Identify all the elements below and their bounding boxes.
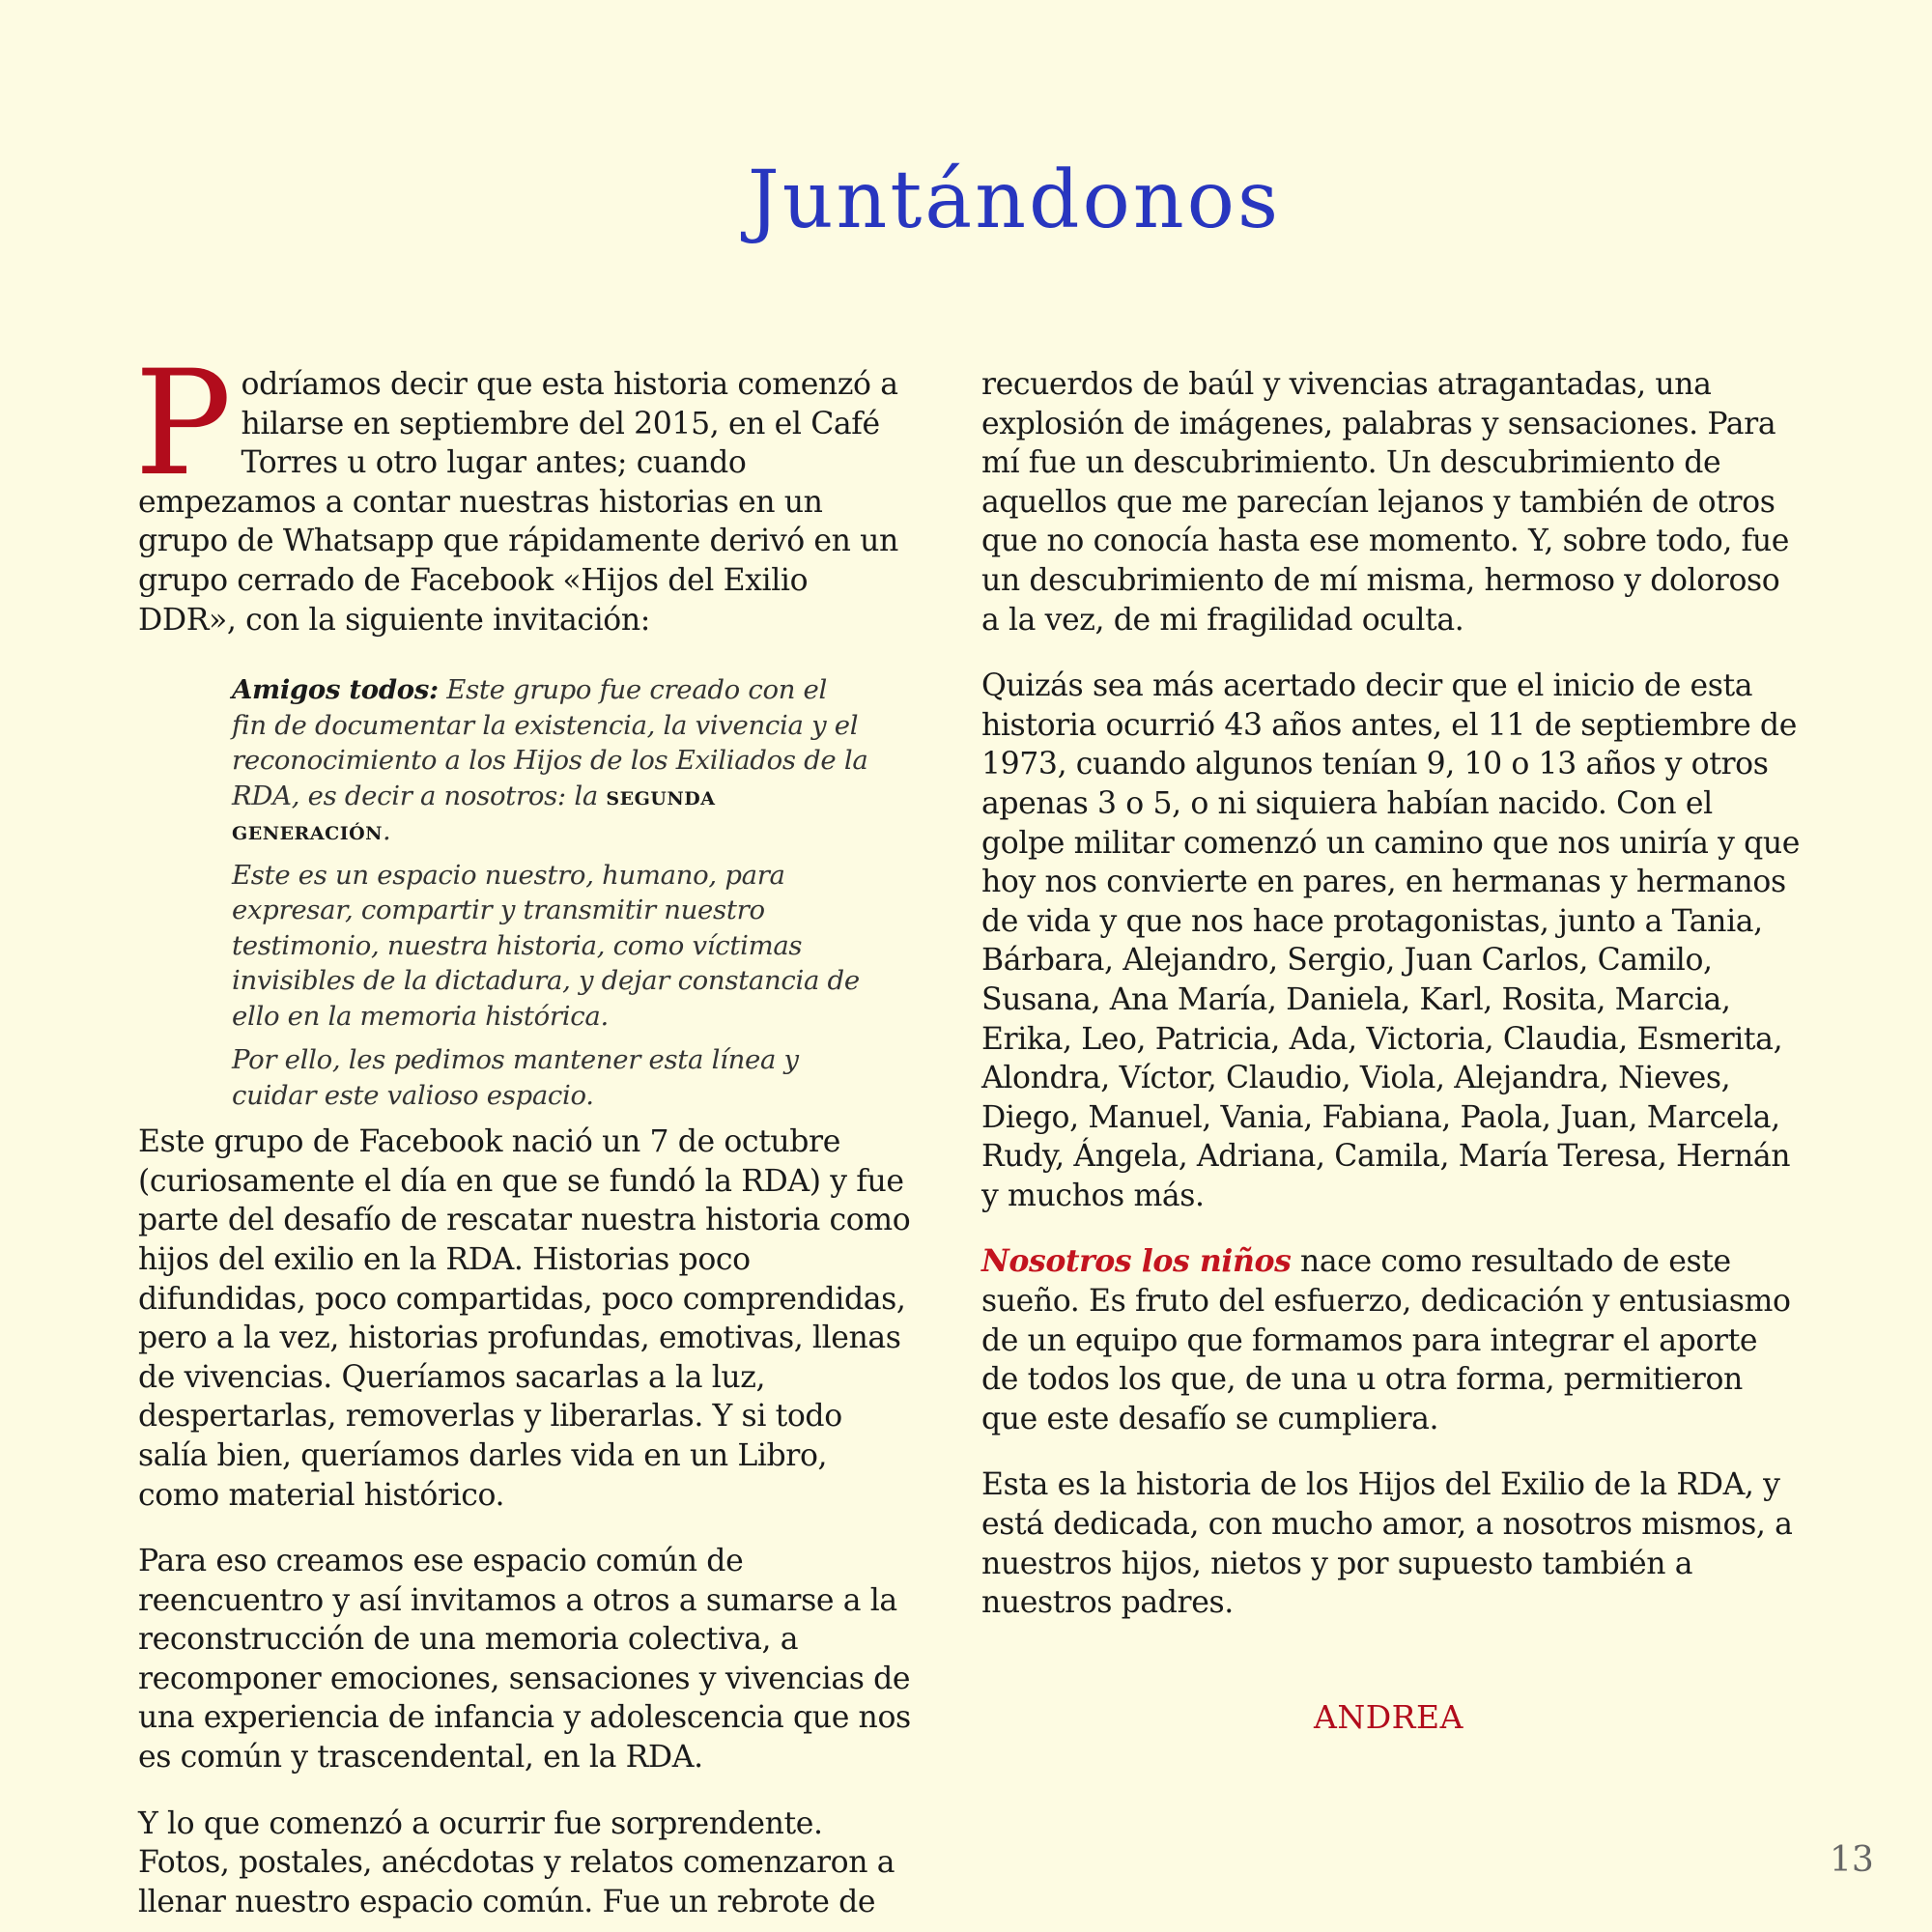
author-signature: ANDREA xyxy=(1314,1698,1463,1736)
page-number: 13 xyxy=(1830,1840,1874,1880)
left-paragraph-2: Este grupo de Facebook nació un 7 de octubre (curiosamente el día en que se fundó la RDA) y fue parte del desafío de rescatar nuestra historia como hijos del exilio en la RDA. Historias poco difundidas, poco compartidas, poco comprendidas, pero a la vez, historias profundas, emotivas, llenas de vivencias. Queríamos sacarlas a la luz, despertarlas, removerlas y liberarlas. Y si todo salía bien, queríamos darles vida en un Libro, como material histórico. xyxy=(138,1124,911,1513)
quote-paragraph-2: Este es un espacio nuestro, humano, para expresar, compartir y transmitir nuestro testimonio, nuestra historia, como víctimas invisibles de la dictadura, y dejar constancia de ello en la memoria histórica. xyxy=(232,859,860,1032)
right-paragraph-1: recuerdos de baúl y vivencias atragantadas, una explosión de imágenes, palabras y sensaciones. Para mí fue un descubrimiento. Un descubrimiento de aquellos que me parecían lejanos y también de otros que no conocía hasta ese momento. Y, sobre todo, fue un descubrimiento de mí misma, hermoso y doloroso a la vez, de mi fragilidad oculta. xyxy=(981,367,1789,638)
right-paragraph-2: Quizás sea más acertado decir que el inicio de esta historia ocurrió 43 años antes, el 11 de septiembre de 1973, cuando algunos tenían 9, 10 o 13 años y otros apenas 3 o 5, o ni siquiera habían nacido. Con el golpe militar comenzó un camino que nos uniría y que hoy nos convierte en pares, en hermanas y hermanos de vida y que nos hace protagonistas, junto a Tania, Bárbara, Alejandro, Sergio, Juan Carlos, Camilo, Susana, Ana María, Daniela, Karl, Rosita, Marcia, Erika, Leo, Patricia, Ada, Victoria, Claudia, Esmerita, Alondra, Víctor, Claudio, Viola, Alejandra, Nieves, Diego, Manuel, Vania, Fabiana, Paola, Juan, Marcela, Rudy, Ángela, Adriana, Camila, María Teresa, Hernán y muchos más. xyxy=(981,668,1801,1213)
book-title: Nosotros los niños xyxy=(981,1243,1292,1280)
right-column xyxy=(981,365,1803,1623)
quote-text-1: Este grupo fue creado con el fin de documentar la existencia, la vivencia y el reconocimiento a los Hijos de los Exiliados de la RDA, es decir a nosotros: la xyxy=(232,674,868,811)
quote-text-1-end: . xyxy=(383,815,391,847)
right-paragraph-4: Esta es la historia de los Hijos del Exilio de la RDA, y está dedicada, con mucho amor, a nosotros mismos, a nuestros hijos, nietos y por supuesto también a nuestros padres. xyxy=(981,1467,1793,1621)
quote-emphasis: segunda generación xyxy=(232,780,716,847)
quote-paragraph-1 xyxy=(232,672,869,849)
drop-cap: P xyxy=(134,340,232,508)
intro-text: odríamos decir que esta historia comenzó a hilarse en septiembre del 2015, en el Café Torres u otro lugar antes; cuando empezamos a contar nuestras historias en un grupo de Whatsapp que rápidamente derivó en un grupo cerrado de Facebook «Hijos del Exilio DDR», con la siguiente invitación: xyxy=(138,367,898,638)
invitation-quote xyxy=(232,672,869,1113)
left-column xyxy=(134,340,911,1921)
page-title: Juntándonos xyxy=(747,155,1282,246)
quote-lead: Amigos todos: xyxy=(232,674,439,706)
intro-paragraph xyxy=(134,340,911,639)
right-paragraph-3-text: nace como resultado de este sueño. Es fruto del esfuerzo, dedicación y entusiasmo de un equipo que formamos para integrar el aporte de todos los que, de una u otra forma, permitieron que este desafío se cumpliera. xyxy=(981,1244,1791,1436)
left-paragraph-3: Para eso creamos ese espacio común de reencuentro y así invitamos a otros a sumarse a la reconstrucción de una memoria colectiva, a recomponer emociones, sensaciones y vivencias de una experiencia de infancia y adolescencia que nos es común y trascendental, en la RDA. xyxy=(138,1544,911,1776)
quote-paragraph-3: Por ello, les pedimos mantener esta línea y cuidar este valioso espacio. xyxy=(232,1044,799,1111)
left-paragraph-4: Y lo que comenzó a ocurrir fue sorprendente. Fotos, postales, anécdotas y relatos comenzaron a llenar nuestro espacio común. Fue un rebrote de xyxy=(138,1805,895,1919)
right-paragraph-3 xyxy=(981,1242,1803,1438)
